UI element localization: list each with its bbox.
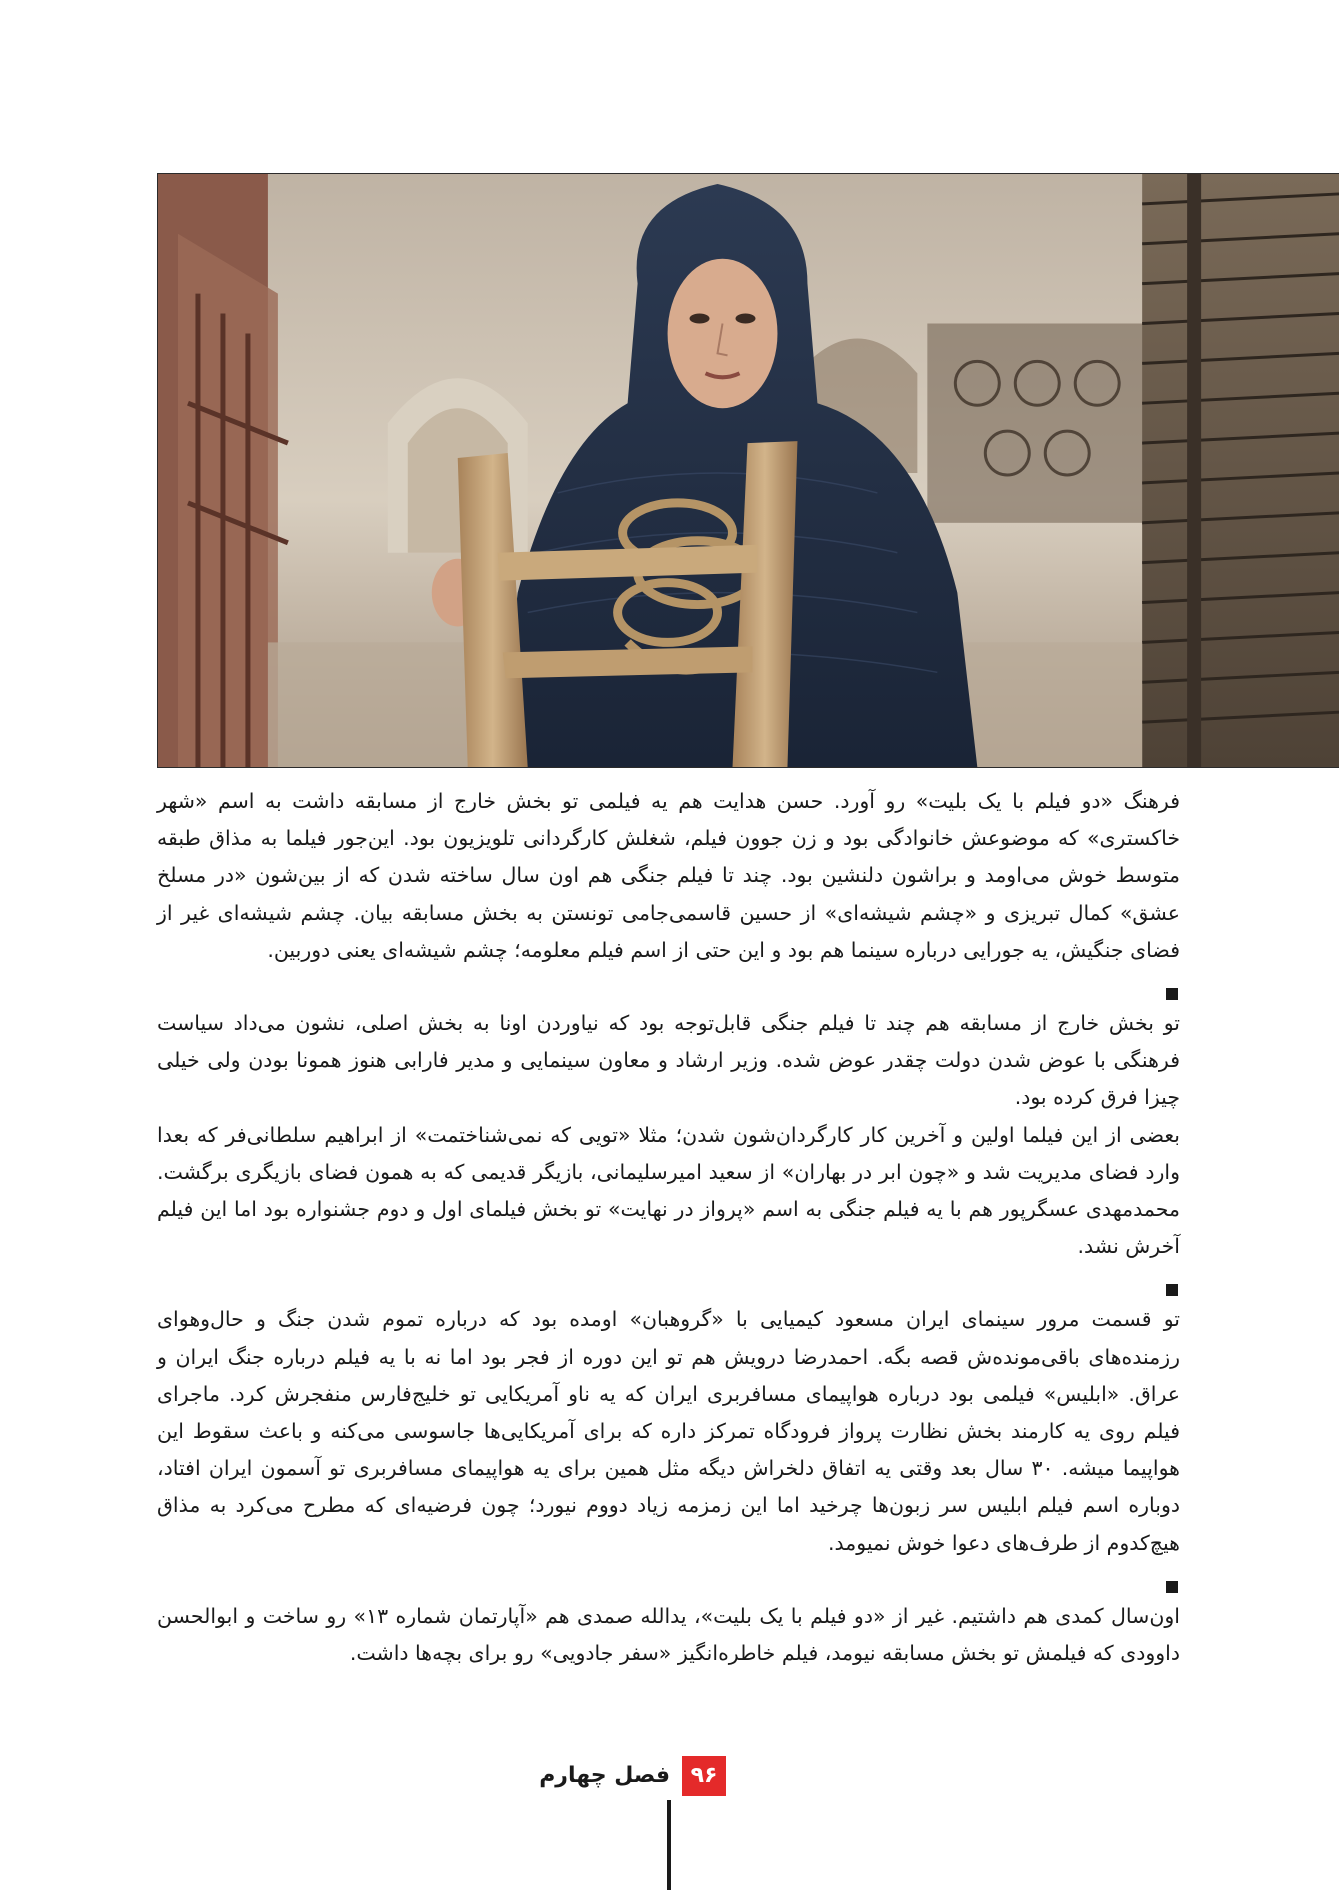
- page-number: ۹۶: [682, 1756, 726, 1796]
- square-bullet-icon: [1166, 988, 1178, 1000]
- paragraph-1: فرهنگ «دو فیلم با یک بلیت» رو آورد. حسن هدایت هم یه فیلمی تو بخش خارج از مسابقه داشت به اسم «شهر خاکستری» که موضوعش خانوادگی بود و زن جوون فیلم، شغلش کارگردانی تلویزیون بود. این‌جور فیلما به مذاق طبقه متوسط خوش می‌اومد و براشون دلنشین بود. چند تا فیلم جنگی هم اون سال ساخته شدن که از بین‌شون «در مسلخ عشق» کمال تبریزی و «چشم شیشه‌ای» از حسین قاسمی‌جامی تونستن به بخش مسابقه بیان. چشم شیشه‌ای غیر از فضای جنگیش، یه جورایی درباره سینما هم بود و این حتی از اسم فیلم معلومه؛ چشم شیشه‌ای یعنی دوربین.: [157, 789, 1180, 962]
- article-body: [157, 783, 1180, 1672]
- page-footer: [539, 1756, 726, 1798]
- paragraph-3: بعضی از این فیلما اولین و آخرین کار کارگردان‌شون شدن؛ مثلا «تویی که نمی‌شناختمت» از ابراهیم سلطانی‌فر که بعدا وارد فضای مدیریت شد و «چون ابر در بهاران» از سعید امیرسلیمانی، بازیگر قدیمی که به همون فضای بازیگری برگشت. محمدمهدی عسگرپور هم با یه فیلم جنگی به اسم «پرواز در نهایت» تو بخش فیلمای اول و دوم جشنواره بود اما این فیلم آخرش نشد.: [157, 1122, 1180, 1259]
- section-separator: [157, 969, 1180, 1005]
- chapter-title: فصل چهارم: [539, 1763, 670, 1788]
- paragraph-5: اون‌سال کمدی هم داشتیم. غیر از «دو فیلم با یک بلیت»، یدالله صمدی هم «آپارتمان شماره ۱۳» رو ساخت و ابوالحسن داوودی که فیلمش تو بخش مسابقه نیومد، فیلم خاطره‌انگیز «سفر جادویی» رو برای بچه‌ها داشت.: [157, 1603, 1180, 1666]
- film-still-photo: [157, 173, 1339, 768]
- section-separator: [157, 1265, 1180, 1301]
- square-bullet-icon: [1166, 1581, 1178, 1593]
- square-bullet-icon: [1166, 1284, 1178, 1296]
- paragraph-2: تو بخش خارج از مسابقه هم چند تا فیلم جنگی قابل‌توجه بود که نیاوردن اونا به بخش اصلی، نشون می‌داد سیاست فرهنگی با عوض شدن دولت چقدر عوض شده. وزیر ارشاد و معاون سینمایی و مدیر فارابی هنوز همونا بودن ولی خیلی چیزا فرق کرده بود.: [157, 1011, 1180, 1110]
- section-separator: [157, 1562, 1180, 1598]
- footer-vertical-rule: [667, 1800, 671, 1890]
- film-still-image: [158, 174, 1339, 767]
- paragraph-4: تو قسمت مرور سینمای ایران مسعود کیمیایی با «گروهبان» اومده بود که درباره تموم شدن جنگ و حال‌وهوای رزمنده‌های باقی‌مونده‌ش قصه بگه. احمدرضا درویش هم تو این دوره از فجر بود اما نه با یه فیلم درباره جنگ ایران و عراق. «ابلیس» فیلمی بود درباره هواپیمای مسافربری ایران که یه ناو آمریکایی تو خلیج‌فارس منفجرش کرد. ماجرای فیلم روی یه کارمند بخش نظارت پرواز فرودگاه تمرکز داره که برای آمریکایی‌ها جاسوسی می‌کنه و باعث سقوط این هواپیما میشه. ۳۰ سال بعد وقتی یه اتفاق دلخراش دیگه مثل همین برای یه هواپیمای مسافربری تو آسمون ایران افتاد، دوباره اسم فیلم ابلیس سر زبون‌ها چرخید اما این زمزمه زیاد دووم نیورد؛ چون فرضیه‌ای که مطرح می‌کرد به مذاق هیچ‌کدوم از طرف‌های دعوا خوش نمیومد.: [157, 1307, 1180, 1555]
